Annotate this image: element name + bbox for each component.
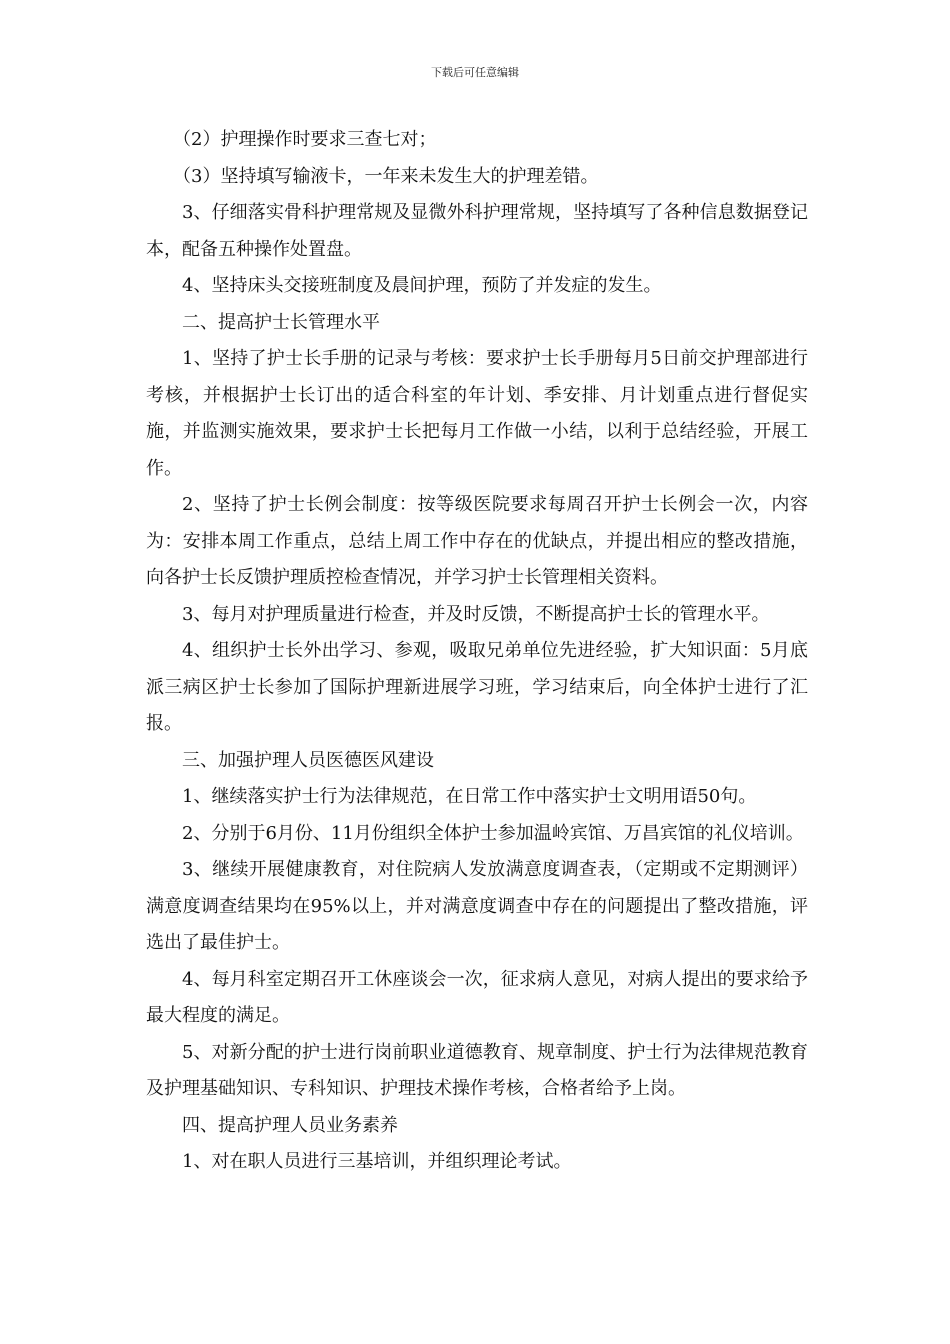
- list-item-2-2: 2、坚持了护士长例会制度：按等级医院要求每周召开护士长例会一次，内容为：安排本周工作重点，总结上周工作中存在的优缺点，并提出相应的整改措施，向各护士长反馈护理质控检查情况，并学习护士长管理相关资料。: [146, 494, 808, 588]
- list-item-2-1: 1、坚持了护士长手册的记录与考核：要求护士长手册每月5日前交护理部进行考核，并根据护士长订出的适合科室的年计划、季安排、月计划重点进行督促实施，并监测实施效果，要求护士长把每月工作做一小结，以利于总结经验，开展工作。: [146, 348, 808, 479]
- section-heading-3: 三、加强护理人员医德医风建设: [182, 749, 434, 771]
- list-item-sub-2: （2）护理操作时要求三查七对；: [173, 129, 437, 150]
- list-item-sub-3: （3）坚持填写输液卡，一年来未发生大的护理差错。: [173, 165, 599, 187]
- section-heading-4: 四、提高护理人员业务素养: [182, 1114, 398, 1136]
- page-header-note: 下载后可任意编辑: [431, 66, 519, 79]
- list-item-4: 4、坚持床头交接班制度及晨间护理，预防了并发症的发生。: [182, 275, 662, 296]
- list-item-3-5: 5、对新分配的护士进行岗前职业道德教育、规章制度、护士行为法律规范教育及护理基础知识、专科知识、护理技术操作考核，合格者给予上岗。: [146, 1041, 808, 1099]
- list-item-4-1: 1、对在职人员进行三基培训，并组织理论考试。: [182, 1151, 572, 1172]
- list-item-3: 3、仔细落实骨科护理常规及显微外科护理常规，坚持填写了各种信息数据登记本，配备五种操作处置盘。: [146, 202, 808, 260]
- list-item-3-2: 2、分别于6月份、11月份组织全体护士参加温岭宾馆、万昌宾馆的礼仪培训。: [182, 822, 804, 844]
- list-item-3-4: 4、每月科室定期召开工休座谈会一次，征求病人意见，对病人提出的要求给予最大程度的满足。: [146, 968, 808, 1026]
- list-item-2-4: 4、组织护士长外出学习、参观，吸取兄弟单位先进经验，扩大知识面：5月底派三病区护士长参加了国际护理新进展学习班，学习结束后，向全体护士进行了汇报。: [146, 640, 808, 734]
- document-body: [146, 122, 808, 1181]
- list-item-2-3: 3、每月对护理质量进行检查，并及时反馈，不断提高护士长的管理水平。: [182, 603, 770, 625]
- list-item-3-3: 3、继续开展健康教育，对住院病人发放满意度调查表，（定期或不定期测评）满意度调查结果均在95%以上，并对满意度调查中存在的问题提出了整改措施，评选出了最佳护士。: [146, 859, 808, 953]
- list-item-3-1: 1、继续落实护士行为法律规范，在日常工作中落实护士文明用语50句。: [182, 786, 757, 807]
- section-heading-2: 二、提高护士长管理水平: [182, 311, 380, 333]
